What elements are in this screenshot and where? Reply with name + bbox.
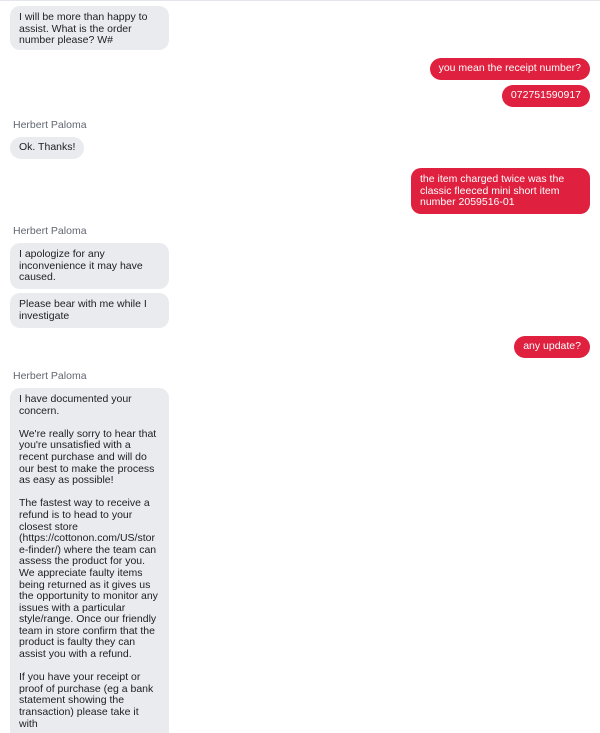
- sender-name: Herbert Paloma: [13, 370, 87, 382]
- sender-name: Herbert Paloma: [13, 225, 87, 237]
- message-paragraph: I have documented your concern.: [19, 393, 132, 417]
- incoming-message-bubble: Ok. Thanks!: [10, 137, 84, 159]
- outgoing-message-bubble: 072751590917: [502, 85, 590, 107]
- message-paragraph: We're really sorry to hear that you're unsatisfied with a recent purchase and will do our best to make the process as easy as possible!: [19, 427, 157, 487]
- outgoing-message-bubble: you mean the receipt number?: [430, 58, 590, 80]
- incoming-message-bubble: I will be more than happy to assist. What is the order number please? W#: [10, 6, 169, 50]
- sender-name: Herbert Paloma: [13, 119, 87, 131]
- outgoing-message-bubble: the item charged twice was the classic fleeced mini short item number 2059516-01: [411, 168, 590, 214]
- message-paragraph: If you have your receipt or proof of purchase (eg a bank statement showing the transaction) please take it with: [19, 671, 154, 730]
- incoming-message-bubble: I apologize for any inconvenience it may have caused.: [10, 243, 169, 289]
- top-divider: [0, 0, 600, 1]
- incoming-message-bubble: [10, 388, 169, 733]
- outgoing-message-bubble: any update?: [514, 336, 590, 358]
- incoming-message-bubble: Please bear with me while I investigate: [10, 293, 169, 328]
- message-paragraph: The fastest way to receive a refund is to head to your closest store (https://cottonon.com/US/store-finder/) where the team can assess the product for you. We appreciate faulty items being returned as it gives us the opportunity to monitor any issues with a particular style/range. Once our friendly team in store confirm that the product is faulty they can assist you with a refund.: [19, 497, 158, 661]
